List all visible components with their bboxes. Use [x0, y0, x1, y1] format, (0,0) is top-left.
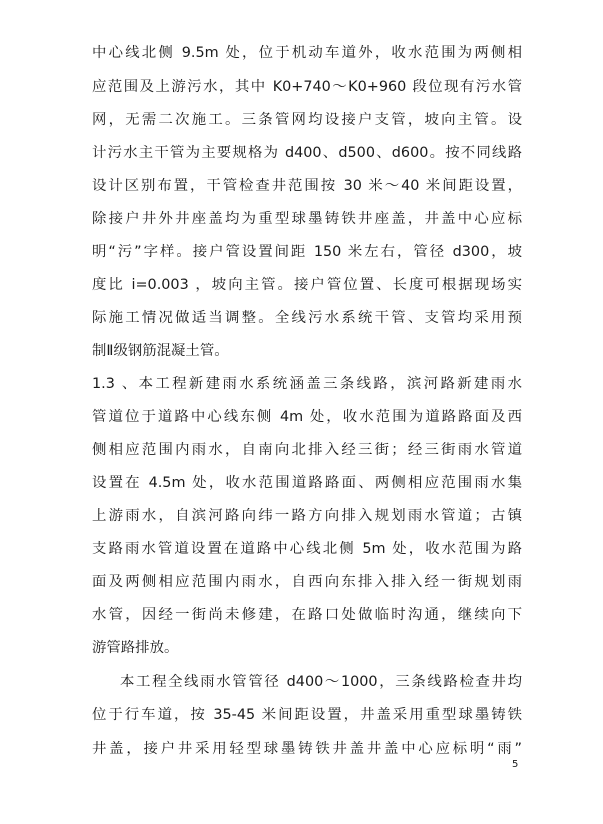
text-line: 际施工情况做适当调整。全线污水系统干管、支管均采用预: [92, 310, 522, 326]
paragraph-first-line: 本工程全线雨水管管径 d400～1000，三条线路检查井均: [120, 674, 522, 690]
text-line: 水管，因经一街尚未修建，在路口处做临时沟通，继续向下: [92, 607, 522, 623]
text-line: 网，无需二次施工。三条管网均设接户支管，坡向主管。设: [92, 112, 522, 128]
text-line: 应范围及上游污水，其中 K0+740～K0+960 段位现有污水管: [92, 79, 522, 95]
text-line: 井盖，接户井采用轻型球墨铸铁井盖井盖中心应标明“雨”: [92, 741, 522, 757]
text-line: 计污水主干管为主要规格为 d400、d500、d600。按不同线路: [92, 145, 522, 161]
text-line: 制Ⅱ级钢筋混凝土管。: [92, 343, 229, 359]
text-line: 游管路排放。: [92, 640, 179, 656]
text-line: 位于行车道，按 35-45 米间距设置，井盖采用重型球墨铸铁: [92, 707, 522, 723]
text-line: 明“污”字样。接户管设置间距 150 米左右，管径 d300，坡: [92, 244, 522, 260]
text-line: 管道位于道路中心线东侧 4m 处，收水范围为道路路面及西: [92, 409, 522, 425]
text-line: 支路雨水管道设置在道路中心线北侧 5m 处，收水范围为路: [92, 541, 522, 557]
text-line: 中心线北侧 9.5m 处，位于机动车道外，收水范围为两侧相: [92, 45, 522, 61]
text-line: 侧相应范围内雨水，自南向北排入经三街；经三街雨水管道: [92, 442, 522, 458]
text-line: 面及两侧相应范围内雨水，自西向东排入排入经一街规划雨: [92, 574, 522, 590]
text-line: 设置在 4.5m 处，收水范围道路路面、两侧相应范围雨水集: [92, 475, 522, 491]
text-line: 上游雨水，自滨河路向纬一路方向排入规划雨水管道；古镇: [92, 508, 522, 524]
text-line: 设计区别布置，干管检查井范围按 30 米～40 米间距设置，: [92, 178, 522, 194]
text-line: 除接户井外井座盖均为重型球墨铸铁井座盖，井盖中心应标: [92, 211, 522, 227]
page-number: 5: [512, 759, 519, 770]
section-heading-line: 1.3 、本工程新建雨水系统涵盖三条线路，滨河路新建雨水: [92, 376, 522, 392]
text-line: 度比 i=0.003 ，坡向主管。接户管位置、长度可根据现场实: [92, 277, 522, 293]
